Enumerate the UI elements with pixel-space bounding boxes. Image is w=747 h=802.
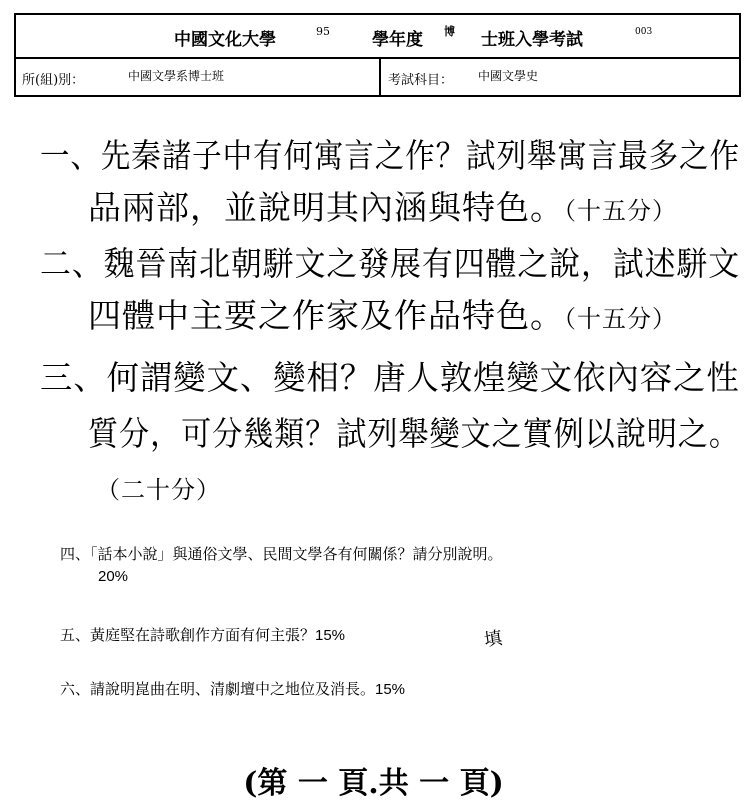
entrance-exam-label: 士班入學考試	[481, 30, 583, 50]
q5-text: 五、黃庭堅在詩歌創作方面有何主張？15%	[60, 627, 346, 644]
exam-header	[14, 13, 741, 97]
exam-code: 003	[635, 27, 653, 37]
handwritten-mark: 填	[482, 627, 504, 652]
q3-line1: 三、何謂變文、變相？唐人敦煌變文依內容之性	[40, 358, 740, 397]
year-number: 95	[316, 25, 330, 38]
q2-line2-text: 四體中主要之作家及作品特色。	[88, 296, 564, 335]
dept-value: 中國文學系博士班	[128, 69, 225, 83]
header-title-row	[16, 15, 739, 59]
header-info-row	[16, 59, 739, 97]
q2-line1: 二、魏晉南北朝駢文之發展有四體之說，試述駢文	[40, 244, 741, 283]
q3-score: （二十分）	[96, 476, 221, 504]
header-divider	[379, 59, 381, 97]
q4-line2: 20%	[98, 568, 129, 585]
academic-year-label: 學年度	[372, 30, 423, 50]
q1-line2	[88, 188, 677, 231]
university-name: 中國文化大學	[174, 30, 276, 50]
page-footer: (第 一 頁.共 一 頁)	[243, 766, 504, 801]
q2-score: （十五分）	[564, 305, 677, 333]
q1-line1: 一、先秦諸子中有何寓言之作？試列舉寓言最多之作	[40, 136, 740, 175]
q1-line2-text: 品兩部，並說明其內涵與特色。	[88, 188, 564, 227]
subject-label: 考試科目：	[388, 73, 454, 88]
q3-line2: 質分，可分幾類？試列舉變文之實例以說明之。	[88, 414, 740, 453]
q6-text: 六、請說明崑曲在明、清劇壇中之地位及消長。15%	[60, 681, 406, 698]
q4-line1: 四、「話本小說」與通俗文學、民間文學各有何關係？請分別說明。	[60, 546, 503, 563]
degree-mark: 博	[444, 25, 455, 38]
subject-value: 中國文學史	[478, 69, 539, 83]
dept-label: 所(組)別：	[22, 73, 85, 88]
q1-score: （十五分）	[564, 197, 677, 225]
q2-line2	[88, 296, 677, 339]
